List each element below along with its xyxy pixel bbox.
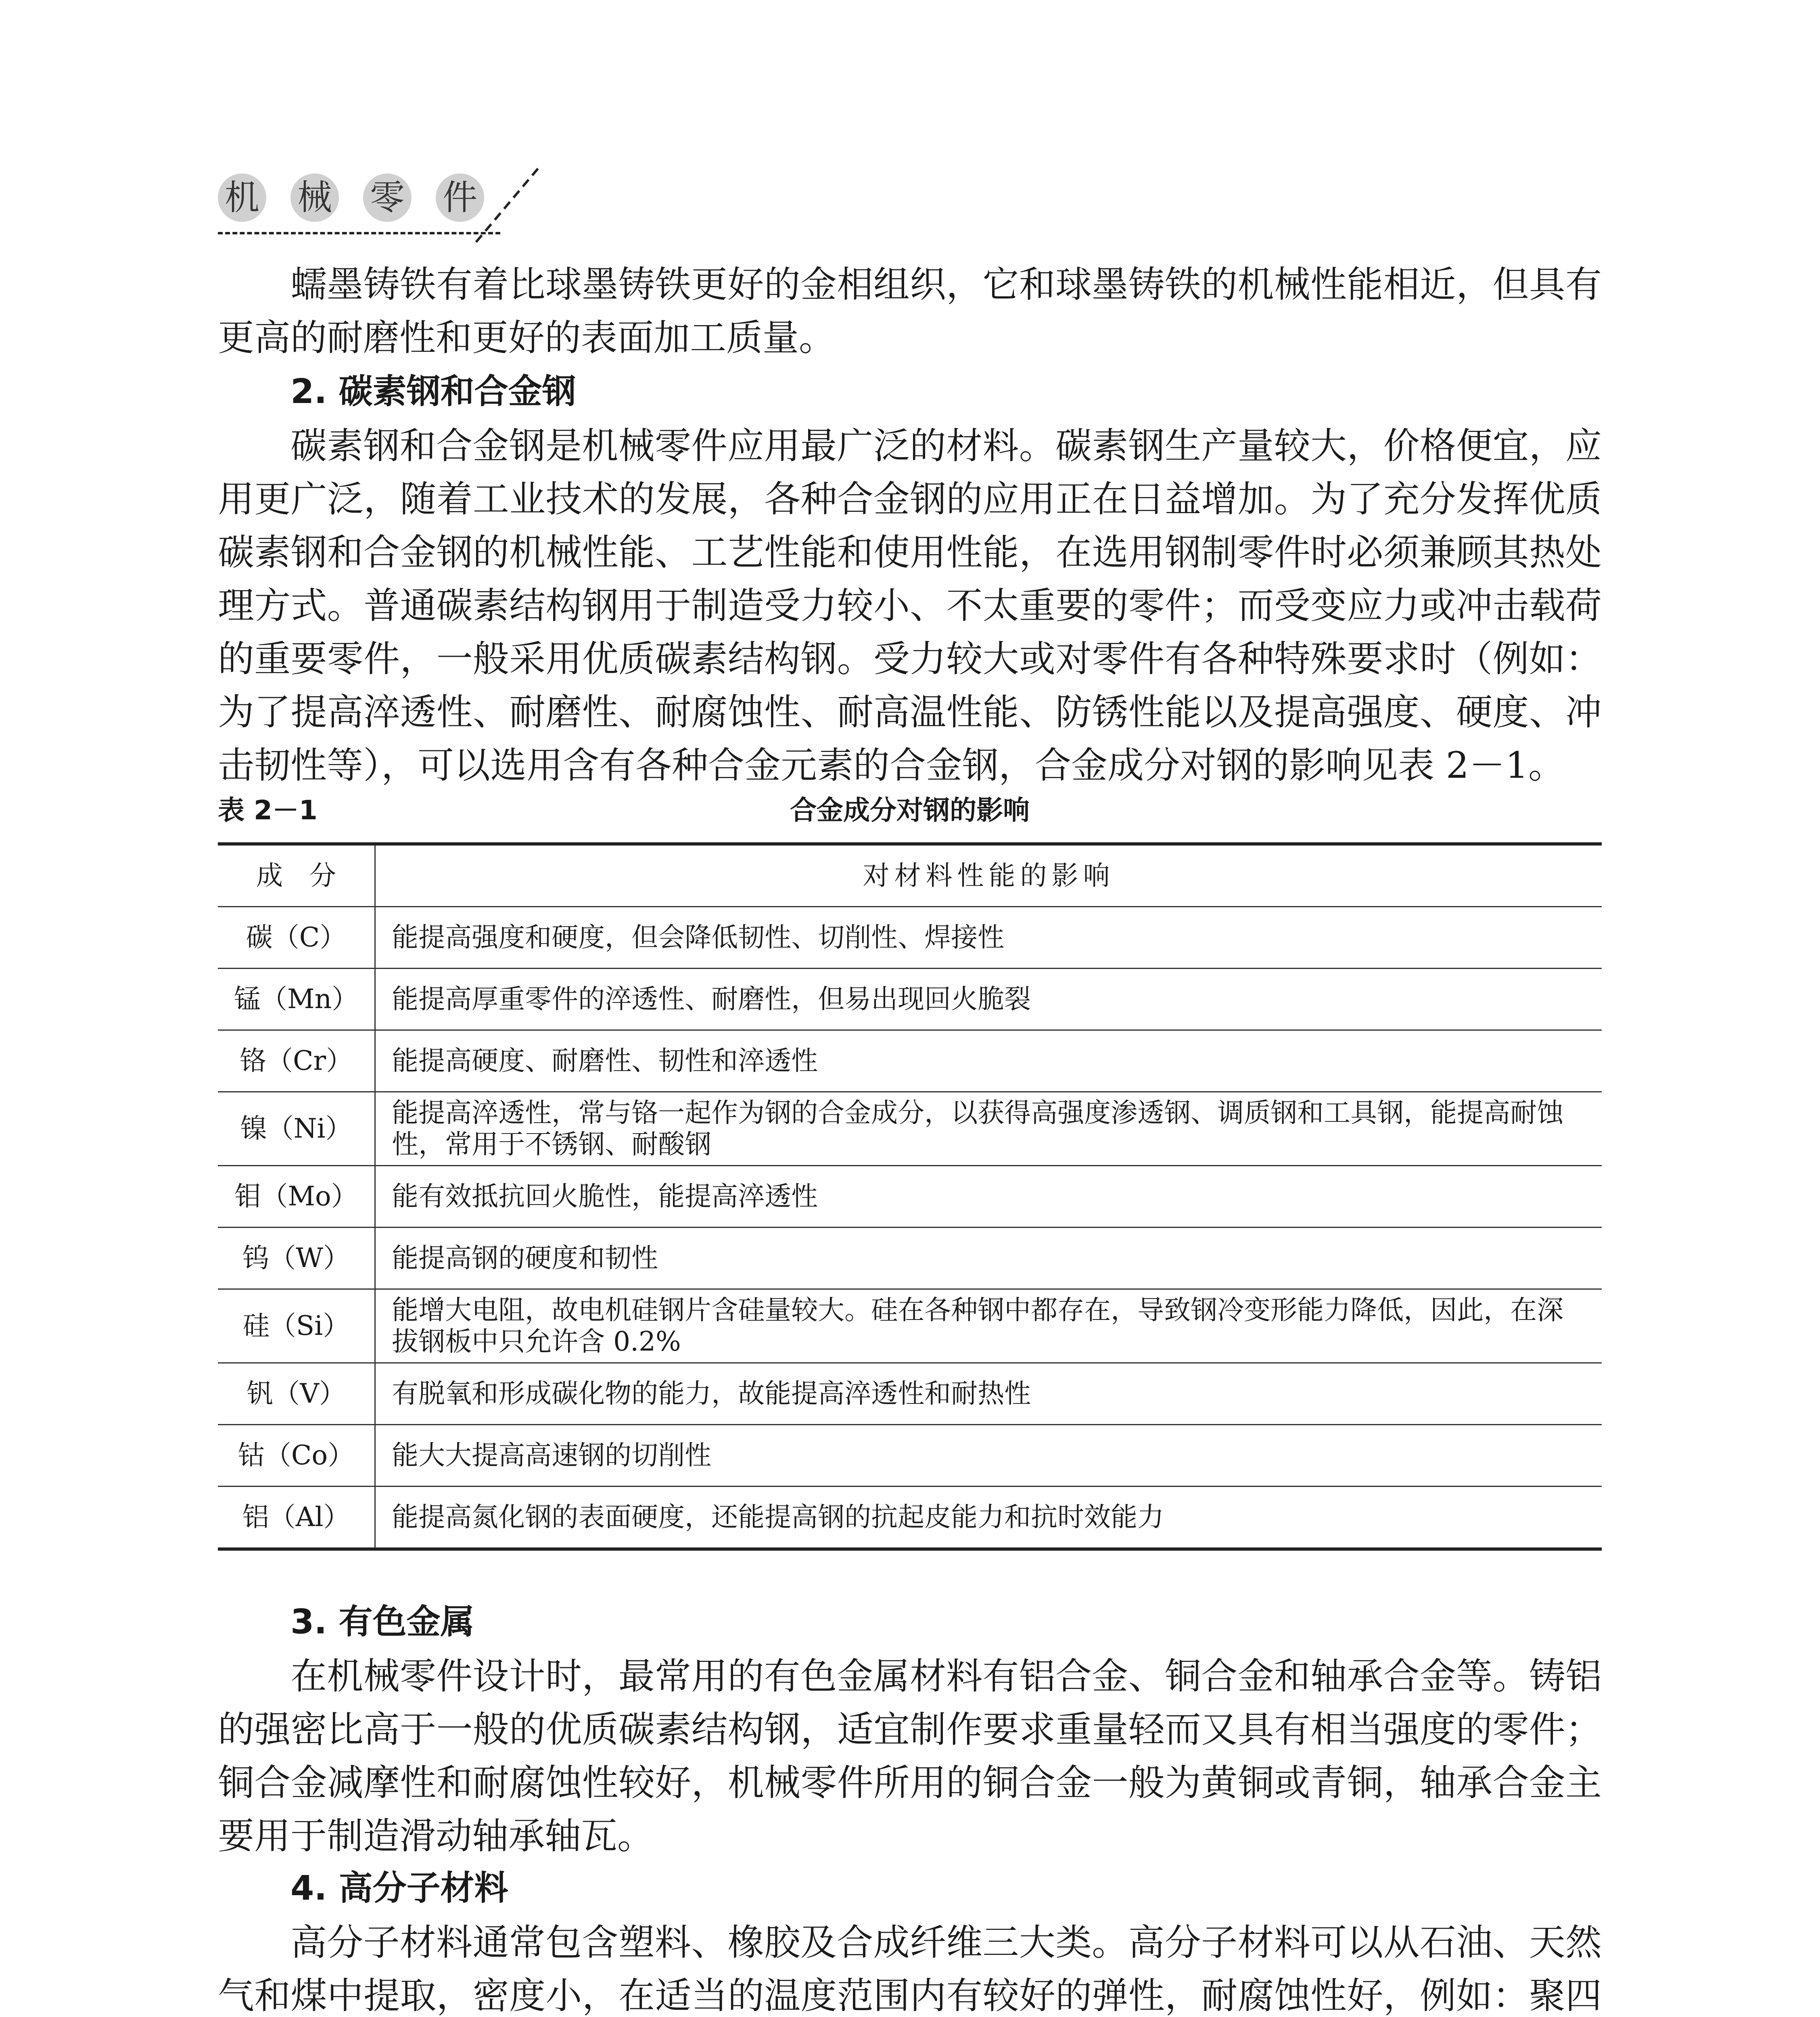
cell-component: 铝（Al） bbox=[218, 1487, 375, 1549]
cell-effect: 能提高氮化钢的表面硬度，还能提高钢的抗起皮能力和抗时效能力 bbox=[375, 1487, 1602, 1549]
table-row bbox=[218, 1289, 1602, 1363]
paragraph-carbon-alloy-steel: 碳素钢和合金钢是机械零件应用最广泛的材料。碳素钢生产量较大，价格便宜，应用更广泛，随着工业技术的发展，各种合金钢的应用正在日益增加。为了充分发挥优质碳素钢和合金钢的机械性能、工艺性能和使用性能，在选用钢制零件时必须兼顾其热处理方式。普通碳素结构钢用于制造受力较小、不太重要的零件；而受变应力或冲击载荷的重要零件，一般采用优质碳素结构钢。受力较大或对零件有各种特殊要求时（例如：为了提高淬透性、耐磨性、耐腐蚀性、耐高温性能、防锈性能以及提高强度、硬度、冲击韧性等），可以选用含有各种合金元素的合金钢，合金成分对钢的影响见表 2－1。 bbox=[218, 425, 1602, 787]
header-char-1: 机 bbox=[218, 173, 266, 222]
table-row bbox=[218, 1425, 1602, 1487]
table-row bbox=[218, 1363, 1602, 1425]
cell-component: 钴（Co） bbox=[218, 1425, 375, 1487]
cell-effect: 能增大电阻，故电机硅钢片含硅量较大。硅在各种钢中都存在，导致钢冷变形能力降低，因此，在深拔钢板中只允许含 0.2% bbox=[375, 1289, 1602, 1363]
cell-effect: 能提高硬度、耐磨性、韧性和淬透性 bbox=[375, 1030, 1602, 1092]
table-row bbox=[218, 1487, 1602, 1549]
cell-effect: 能提高钢的硬度和韧性 bbox=[375, 1228, 1602, 1289]
header-char-4: 件 bbox=[436, 173, 484, 222]
paragraph-nonferrous-metals: 在机械零件设计时，最常用的有色金属材料有铝合金、铜合金和轴承合金等。铸铝的强密比高于一般的优质碳素结构钢，适宜制作要求重量轻而又具有相当强度的零件；铜合金减摩性和耐腐蚀性较好，机械零件所用的铜合金一般为黄铜或青铜，轴承合金主要用于制造滑动轴承轴瓦。 bbox=[218, 1655, 1602, 1857]
cell-component: 钼（Mo） bbox=[218, 1166, 375, 1228]
cell-effect: 能提高厚重零件的淬透性、耐磨性，但易出现回火脆裂 bbox=[375, 969, 1602, 1030]
cell-effect: 能有效抵抗回火脆性，能提高淬透性 bbox=[375, 1166, 1602, 1228]
heading-polymer-materials: 4. 高分子材料 bbox=[290, 1868, 508, 1908]
column-header-effect: 对材料性能的影响 bbox=[375, 844, 1602, 907]
column-header-component: 成 分 bbox=[218, 844, 375, 907]
cell-component: 钒（V） bbox=[218, 1363, 375, 1425]
table-row bbox=[218, 1092, 1602, 1166]
heading-carbon-alloy-steel: 2. 碳素钢和合金钢 bbox=[290, 372, 576, 411]
cell-component: 钨（W） bbox=[218, 1228, 375, 1289]
table-row bbox=[218, 1228, 1602, 1289]
header-dashed-rule bbox=[218, 232, 500, 234]
table-header-row bbox=[218, 844, 1602, 907]
table-row bbox=[218, 1166, 1602, 1228]
cell-effect: 能提高淬透性，常与铬一起作为钢的合金成分，以获得高强度渗透钢、调质钢和工具钢，能提高耐蚀性，常用于不锈钢、耐酸钢 bbox=[375, 1092, 1602, 1166]
cell-effect: 能大大提高高速钢的切削性 bbox=[375, 1425, 1602, 1487]
table-number: 表 2－1 bbox=[218, 795, 318, 826]
cell-component: 锰（Mn） bbox=[218, 969, 375, 1030]
paragraph-polymer-materials: 高分子材料通常包含塑料、橡胶及合成纤维三大类。高分子材料可以从石油、天然气和煤中提取，密度小，在适当的温度范围内有较好的弹性，耐腐蚀性好，例如：聚四 bbox=[218, 1921, 1602, 2017]
header-slash-decoration bbox=[468, 161, 549, 250]
cell-effect: 能提高强度和硬度，但会降低韧性、切削性、焊接性 bbox=[375, 907, 1602, 969]
cell-component: 铬（Cr） bbox=[218, 1030, 375, 1092]
table-row bbox=[218, 969, 1602, 1030]
table-row bbox=[218, 907, 1602, 969]
heading-nonferrous-metals: 3. 有色金属 bbox=[290, 1602, 474, 1641]
cell-component: 镍（Ni） bbox=[218, 1092, 375, 1166]
cell-component: 碳（C） bbox=[218, 907, 375, 969]
alloy-effects-table bbox=[218, 842, 1602, 1551]
cell-effect: 有脱氧和形成碳化物的能力，故能提高淬透性和耐热性 bbox=[375, 1363, 1602, 1425]
cell-component: 硅（Si） bbox=[218, 1289, 375, 1363]
header-char-3: 零 bbox=[363, 173, 412, 222]
table-row bbox=[218, 1030, 1602, 1092]
paragraph-vermicular-iron: 蠕墨铸铁有着比球墨铸铁更好的金相组织，它和球墨铸铁的机械性能相近，但具有更高的耐磨性和更好的表面加工质量。 bbox=[218, 263, 1602, 359]
table-title: 合金成分对钢的影响 bbox=[790, 795, 1030, 826]
header-char-2: 械 bbox=[290, 173, 339, 222]
